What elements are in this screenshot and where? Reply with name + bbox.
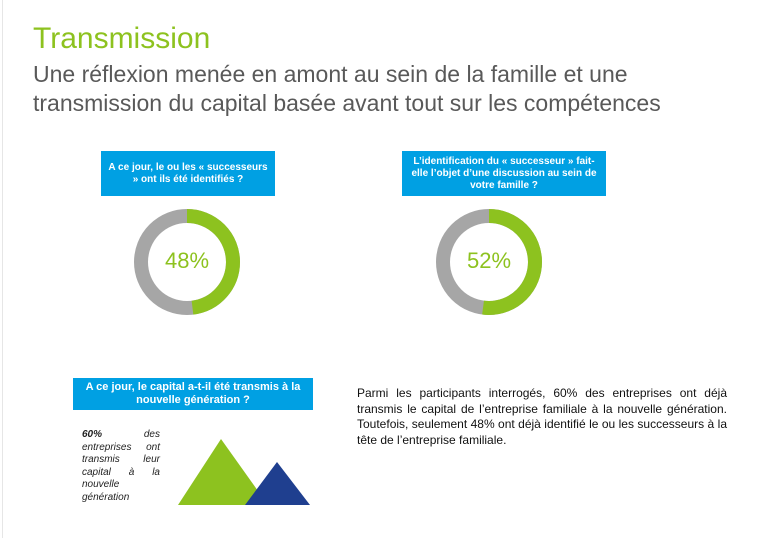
capital-stat-text: des entreprises ont transmis leur capital à la nouvelle génération bbox=[82, 429, 160, 503]
question-box-successors-identified bbox=[101, 151, 275, 196]
mountains-illustration bbox=[175, 435, 315, 507]
question-text-successor-discussion: L’identification du « successeur » fait-elle l’objet d’une discussion au sein de votre famille ? bbox=[411, 155, 597, 191]
question-text-successors-identified: A ce jour, le ou les « successeurs » ont ils été identifiés ? bbox=[108, 161, 268, 185]
question-box-successor-discussion bbox=[402, 151, 606, 196]
page-subtitle: Une réflexion menée en amont au sein de la famille et une transmission du capital basée avant tout sur les compétences bbox=[33, 61, 661, 116]
question-box-capital-transmitted bbox=[73, 378, 313, 410]
donut-chart-successor-discussion bbox=[434, 207, 544, 317]
page-title: Transmission bbox=[33, 22, 211, 55]
summary-paragraph: Parmi les participants interrogés, 60% des entreprises ont déjà transmis le capital de l’entreprise familiale à la nouvelle génération. Toutefois, seulement 48% ont déjà identifié le ou les successeurs à la tête de l’entreprise familiale. bbox=[357, 386, 727, 447]
mountain-navy-shape bbox=[245, 462, 310, 505]
donut-label-successors-identified: 48% bbox=[164, 248, 210, 273]
donut-label-successor-discussion: 52% bbox=[466, 248, 512, 273]
question-text-capital-transmitted: A ce jour, le capital a-t-il été transmis à la nouvelle génération ? bbox=[85, 381, 301, 406]
capital-stat-value: 60% bbox=[82, 429, 103, 440]
capital-stat-note bbox=[82, 429, 160, 504]
donut-chart-successors-identified bbox=[132, 207, 242, 317]
page-left-rule bbox=[2, 0, 3, 538]
